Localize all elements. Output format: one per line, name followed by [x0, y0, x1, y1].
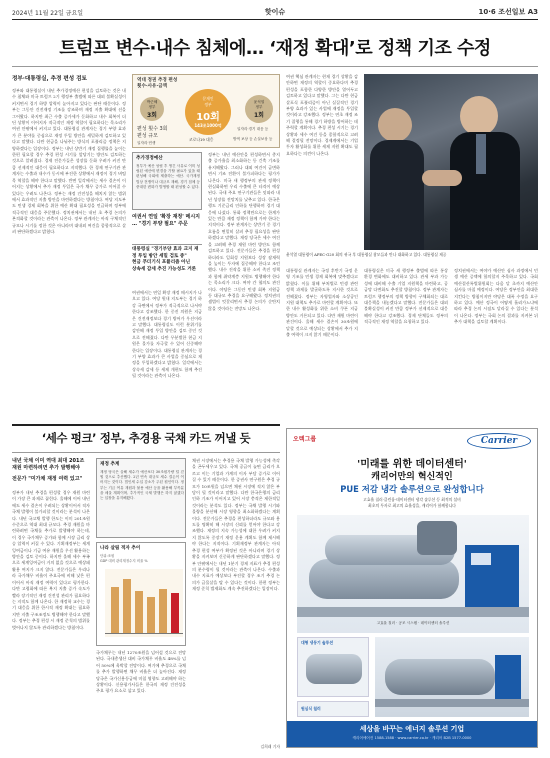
budget-definition-text: 정부가 예산 성립 후 생긴 사유로 이미 성립된 예산에 변경을 가할 필요가 있을 때 편성해 국회에 제출하는 예산. 국가재정법상 전쟁이나 대규모 재해, 경기 침체 등 중대한 변화가 발생할 때 편성할 수 있다. — [136, 164, 200, 189]
left-subhead: 정부·대통령실, 추경 편성 검토 — [12, 76, 87, 82]
byline: 김희래 기자 — [260, 744, 280, 749]
yoon-label: 윤석열 정부 — [253, 99, 265, 109]
right-body-text-2: 대통령실 관계자는 국정 후반기 국정 운영 기조를 민생 경제 회복에 맞추겠다고 밝혔다. 이를 위해 부처별로 민생 관련 정책 과제를 발굴하도록 지시한 것으로 전해졌다. 정부는 자영업자와 소상공인 지원 대책도 추가로 마련할 계획이다. 또한 내수 활성화를 위한 소비 쿠폰 지급 방안도 거론되고 있다. 다만 재원 마련이 관건이다. 올해 세수 결손이 30조원에 달할 것으로 예상되는 상황에서 추가 지출 여력이 크지 않기 때문이다. — [286, 268, 358, 338]
masthead-page: 10·6 조선일보 A3 — [478, 8, 538, 16]
lower-body-text-1: 정부가 내년 추경을 편성할 경우 재원 마련이 가장 큰 과제로 꼽힌다. 올해에 이어 내년에도 세수 결손이 우려되는 상황이어서 적자 국채 발행이 불가피할 것이라는 분석이 나온다. 내년 국고채 발행 한도는 이미 201조원 수준으로 역대 최대 규모다. 추경 재원을 마련하려면 국채를 추가로 발행해야 하는데, 이 경우 국가채무 증가와 함께 시장 금리 상승 압력이 커질 수 있다. 기획재정부는 세계잉여금이나 기금 여유 재원을 우선 활용하는 방안을 검토 중이다. 하지만 올해 세수 부족으로 세계잉여금이 거의 없을 것으로 예상돼 활용 여지가 크지 않다. 전문가들은 우리나라 국가채무 비율이 주요국에 비해 낮은 편이어서 아직 재정 여력이 있다고 평가한다. 다만 고령화에 따른 복지 지출 증가 속도가 빨라 장기적인 재정 건전성 관리가 필요하다는 지적도 함께 나온다. 한 재정학 교수는 경기 대응을 위한 한시적 재정 확대는 필요하지만 지출 구조조정도 병행해야 한다고 말했다. 정부는 추경 편성 시 재정 준칙의 범위를 벗어나지 않도록 관리하겠다는 방침이다. — [12, 490, 90, 630]
mid-body-text-2: 정부는 내년 예산안을 편성하면서 총지출 증가율을 최소화하는 등 긴축 기조를 유지해왔다. 그러나 대외 여건이 급변하면서 기조 전환이 불가피하다는 평가가 나온다. 미국 새 행정부의 관세 정책이 현실화하면 우리 수출에 큰 타격이 예상된다. 국내 주요 연구기관들은 잇따라 내년 성장률 전망치를 낮추고 있다. 한국은행도 기준금리 인하를 단행하며 경기 대응에 나섰다. 통화 정책만으로는 한계가 있는 만큼 재정 정책이 함께 가야 한다는 지적이다. 정부 관계자는 상반기 중 경기 흐름을 면밀히 살펴 추경 필요성을 판단하겠다고 말했다. 재정 당국은 세수 여건을 고려해 추경 재원 마련 방안도 함께 검토하고 있다. 전문가들은 추경을 편성하더라도 일회성 지원보다 성장 잠재력을 높이는 투자에 집중해야 한다고 조언했다. 내수 진작을 위한 소비 촉진 정책과 함께 취약계층 지원도 병행해야 한다는 목소리가 크다. 여야 간 협의도 관건이다. 야당은 그동안 민생 회복 지원금 등 대규모 추경을 요구해왔다. 정치권의 셈법이 엇갈리면서 추경 논의가 순탄치 않을 것이라는 전망도 나온다. — [208, 152, 280, 311]
moon-amount: 143조1000억 — [194, 122, 222, 128]
moon-label: 문재인 정부 — [202, 95, 214, 107]
lower-body-text-2: 국가채무는 내년 1270조원을 넘어설 것으로 전망된다. 국내총생산 대비 국가채무 비율도 48%를 넘어 50%에 육박할 전망이다. 여기에 추경으로 국채를 추가 발행하면 채무 비율은 더 높아진다. 재정 당국은 국가신용등급에 미칠 영향도 고려해야 하는 상황이다. 신용평가사들은 한국의 재정 건전성을 주요 평가 요소로 삼고 있다. — [96, 650, 186, 694]
budget-info-box — [132, 74, 280, 148]
chiller-compressor — [417, 521, 457, 555]
park-count: 3회 — [147, 111, 157, 119]
fiscal-estimate-box — [96, 458, 186, 538]
deficit-chart-plot — [105, 569, 183, 637]
chiller-base — [297, 607, 529, 617]
main-headline: 트럼프 변수·내수 침체에… ‘재정 확대’로 정책 기조 수정 — [59, 38, 491, 59]
budget-definition-title: 추가경정예산 — [136, 156, 163, 161]
lower-body-text-3: 채권 시장에서는 추경용 국채 발행 가능성에 촉각을 곤두세우고 있다. 국채 공급이 늘면 금리가 오르고 이는 기업과 가계의 이자 부담 증가로 이어질 수 있기 때문이다. 한 증권사 연구원은 추경 규모가 10조원을 넘으면 채권 시장에 적지 않은 부담이 될 것이라고 말했다. 다만 한국은행의 금리 인하 기조가 이어지고 있어 시장 충격은 제한적일 것이라는 분석도 있다. 정부는 국채 발행 시기와 물량을 분산해 시장 영향을 최소화하겠다는 계획이다. 전문가들은 추경을 편성하더라도 규모와 용도를 명확히 해 시장의 신뢰를 얻어야 한다고 강조했다. 재정의 지속 가능성에 대한 우려가 커지지 않도록 중장기 재정 운용 계획도 함께 제시해야 한다는 지적이다. 기획재정부 관계자는 아직 추경 편성 여부가 확정된 것은 아니라며 경기 상황을 지켜보며 신중하게 판단하겠다고 말했다. 정부 안팎에서는 내년 1분기 경제 지표가 추경 편성의 분수령이 될 것이라는 관측이 나온다. 수출과 내수 지표가 예상보다 부진할 경우 조기 추경 논의가 급물살을 탈 수 있다는 것이다. 한편 정부는 재정 준칙 법제화도 계속 추진하겠다는 입장이다. — [192, 458, 280, 592]
ad-desc-2: 최초의 투자로 최고의 효율성을, 캐리어가 함께합니다 — [368, 503, 456, 508]
info-caption-4: 방역 보상 등 손실보상 등 — [233, 137, 273, 141]
info-caption-3: 일자리·경기 대응 등 — [237, 127, 269, 131]
photo-tie — [476, 134, 486, 174]
deficit-chart-axis — [105, 633, 183, 634]
lower-top-rule — [12, 424, 280, 426]
yoon-count: 1회 — [254, 111, 264, 119]
product-caption: 고효율 칠러 · 공조 시스템 · 데이터센터 솔루션 — [376, 621, 450, 625]
info-row-size: 편성 규모 — [137, 133, 158, 139]
deficit-bar-6 — [171, 593, 179, 633]
left-body-text: 정부와 대통령실이 내년 추가경정예산 편성을 검토하는 것은 내수 침체와 미국 트럼프 2기 행정부 출범에 따른 대외 불확실성이 커지면서 경기 하방 압력이 높아지고 있다는 판단 때문이다. 정부는 그동안 건전재정 기조를 강조하며 재정 지출 확대에 선을 그어왔다. 하지만 최근 수출 증가세가 둔화하고 내수 회복이 더딘 상황이 이어지자 적극적인 재정 역할이 필요하다는 목소리가 여권 안팎에서 커지고 있다. 대통령실 관계자는 경기 부양 효과가 큰 분야를 중심으로 재정 투입 방안을 세밀하게 검토하고 있다고 말했다. 다만 현금을 나눠주는 방식의 포퓰리즘 정책은 지양하겠다는 입장이다. 정부는 내년 상반기 재정 집행률을 높이는 한편 필요할 경우 추경 편성 시기를 앞당기는 방안도 검토하는 것으로 알려졌다. 경제 전문가들은 성장률 둔화 우려가 커진 만큼 선제적인 대응이 필요하다고 지적했다. 한 경제 연구기관 관계자는 수출과 내수가 동시에 부진한 상황에서 재정이 경기 버팀목 역할을 해야 한다고 말했다. 반면 일각에서는 세수 결손이 이어지는 상황에서 추가 재정 투입은 국가 채무 증가로 이어질 수 있다는 우려도 나온다. 정부는 재정 건전성을 해치지 않는 범위에서 효과적인 지출 방안을 마련하겠다는 방침이다. 여당 지도부도 민생 경제 회복을 위한 예산 확대 필요성을 언급하며 정부에 적극적인 대응을 주문했다. 정치권에서는 내년 초 추경 논의가 본격화할 것이라는 관측이 나온다. 정부 관계자는 아직 구체적인 규모나 시기를 정한 것은 아니라며 대내외 여건을 종합적으로 살펴 판단하겠다고 밝혔다. — [12, 88, 126, 234]
ad-line-3: PUE 저감 냉각 솔루션으로 완성합니다 — [340, 484, 484, 494]
large-chiller-base — [375, 699, 529, 707]
info-note: 코로나19 대응 — [189, 137, 214, 142]
large-chiller-image — [375, 637, 529, 717]
info-row-count: 편성 횟수 3회 — [137, 126, 168, 132]
ad-footer-bar — [287, 721, 537, 747]
small-product-label-2: 원심식 칠러 — [301, 706, 321, 711]
fiscal-estimate-title: 재정 추계 — [100, 462, 120, 467]
top-rule — [12, 19, 538, 20]
deficit-bar-5 — [159, 589, 167, 633]
chiller-tank-1 — [309, 559, 459, 599]
small-product-card-2 — [297, 701, 369, 717]
large-chiller-panel — [495, 655, 521, 699]
mid-subhead-2: 대통령실 "경기부양 효과 크지 재정 투입 방안 세밀 검토 중" 현금 푸더기식 포퓰리즘 아닌 상속세 감세 추진 가능성도 거론 — [132, 247, 199, 272]
photo-handshake — [422, 170, 462, 186]
ad-brand: 오텍그룹 — [293, 436, 317, 443]
deficit-bar-3 — [135, 591, 143, 633]
yoon-circle — [245, 95, 273, 123]
control-panel-screen — [471, 553, 491, 565]
small-product-image-1 — [306, 654, 362, 684]
small-product-card-1 — [297, 637, 369, 697]
ad-line-2: 캐리어만의 혁신적인 — [371, 472, 453, 482]
masthead-section: 핫이슈 — [264, 8, 286, 16]
info-caption-1: 일자리·민생 — [137, 141, 156, 145]
carrier-logo — [467, 433, 531, 449]
ad-desc-1: 고효율 칠러·클린룸·데이터센터 냉각 솔루션 등 최적의 설비 — [363, 497, 461, 502]
carrier-advertisement[interactable] — [286, 428, 538, 748]
headline-rule — [12, 66, 538, 67]
chiller-illustration — [297, 515, 529, 633]
lower-subhead-2: 전문가 "미가채 재정 여력 있고" — [12, 476, 83, 482]
moon-count: 10회 — [196, 111, 220, 123]
right-body-text-3: 대통령실은 미국 새 행정부 출범에 따른 통상 환경 변화에도 대비하고 있다. 관세 부과 가능성에 대비해 수출 기업 지원책을 마련하고, 공급망 다변화도 추진할 방침이다. 정부 관계자는 트럼프 행정부의 정책 방향이 구체화되는 대로 대응책을 내놓겠다고 말했다. 전문가들은 대외 불확실성이 커진 만큼 정부가 선제적으로 대응해야 한다고 강조했다. 경제 단체들도 정부의 적극적인 재정 역할을 요청하고 있다. — [364, 268, 448, 325]
deficit-chart-box — [96, 542, 186, 646]
deficit-chart-unit: 단위:조원 — [100, 554, 115, 558]
deficit-chart-title: 나라 살림 적자 추이 — [100, 546, 141, 551]
president-photo — [364, 74, 538, 250]
deficit-bar-4 — [147, 597, 155, 633]
small-product-label-1: 대형 냉동기 솔루션 — [301, 640, 333, 645]
lower-headline: ‘세수 펑크’ 정부, 추경용 국채 카드 꺼낼 듯 — [41, 431, 251, 445]
info-box-title: 역대 정권 추경 편성 횟수·사유·금액 — [137, 78, 178, 89]
photo-caption: 윤석열 대통령이 APEC·G20 회의 귀국 후 대통령실 참모들과 만나 대화하고 있다. 대통령실 제공 — [286, 252, 447, 257]
masthead — [12, 6, 538, 18]
ad-bottom-sub: 캐리어에어컨 1588-1588 · www.carrier.co.kr · 캐리어 B2B 1577-0000 — [352, 736, 472, 740]
moon-circle — [185, 89, 231, 135]
deficit-chart-note: GDP 대비 관리재정수지 비율 % — [100, 559, 148, 563]
park-circle — [140, 97, 164, 121]
mid-subhead-1: 여권서 연일 '확장 재정' 메시지 … "경기 부양 필요" 주문 — [132, 214, 200, 227]
lower-subhead-1: 내년 국채 이미 역대 최대 201조 재원 마련하려면 추가 발행해야 — [12, 458, 85, 471]
carrier-logo-text: Carrier — [480, 436, 518, 446]
ad-line-1: '미래를 위한 데이터센터' — [357, 459, 467, 470]
masthead-date: 2024년 11월 22일 금요일 — [12, 10, 84, 17]
fiscal-estimate-text: 재정 당국은 올해 세수가 예산보다 30조원가량 덜 걷힐 것으로 추산했다. 2년 연속 대규모 세수 결손이 이어지는 것이다. 법인세 수입 감소가 주된 원인이다. 정부는 기금 여유 재원과 불용 예산 등을 활용해 부족분을 메울 계획이며, 추가적인 국채 발행은 하지 않겠다는 입장을 유지해왔다. — [100, 470, 184, 501]
mid-rule — [132, 244, 202, 245]
right-body-text-4: 정치권에서는 여야가 예산안 심사 과정에서 민생 예산 증액에 합의할지 주목하고 있다. 국회 예산결산특별위원회는 다음 달 초까지 예산안 심사를 마칠 예정이다. 여당은 정부안을 최대한 지킨다는 방침이지만 야당은 대폭 수정을 요구하고 있다. 예산 정국이 어떻게 흘러가느냐에 따라 추경 논의 시점도 달라질 수 있다는 분석이 나온다. 정부는 국회 논의 결과를 지켜본 뒤 추가 대책을 검토할 계획이다. — [454, 268, 538, 325]
photo-person-left — [378, 108, 412, 142]
deficit-bar-1 — [111, 587, 119, 633]
large-chiller-tank — [385, 659, 495, 695]
deficit-bar-2 — [123, 579, 131, 633]
mid-body-text-1: 여권에서는 연일 확장 재정 메시지가 나오고 있다. 여당 원내 지도부는 경기 하강 국면에서 정부가 적극적으로 나서야 한다고 강조했다. 한 중진 의원은 지금은 건전재정보다 경기 방어가 우선이라고 말했다. 대통령실도 이런 분위기를 감안해 재정 투입 방안을 검토 중인 것으로 전해졌다. 다만 무분별한 현금 지원은 물가를 자극할 수 있어 신중해야 한다는 입장이다. 대통령실 관계자는 경기 부양 효과가 큰 사업을 중심으로 재정을 투입하겠다고 밝혔다. 일각에서는 상속세 감세 등 세제 개편도 함께 추진될 것이라는 관측이 나온다. — [132, 290, 202, 379]
right-body-text-1: 여권 핵심 관계자는 현재 경기 상황을 감안하면 재정의 역할이 중요하다며 추경 편성을 포함한 다양한 방안을 열어두고 검토하고 있다고 말했다. 그는 다만 현금 살포식 포퓰리즘이 아닌 실질적인 경기 부양 효과가 있는 사업에 재정을 투입할 것이라고 강조했다. 정부는 연초 재정 조기 집행을 통해 경기 하방을 방어하는 데 주력할 계획이다. 추경 편성 시기는 경기 상황과 세수 여건 등을 종합적으로 고려해 결정될 전망이다. 경제계에서는 기업 투자 활성화를 위한 세제 지원 확대도 필요하다는 의견이 나온다. — [286, 74, 358, 156]
photo-person-right — [460, 96, 498, 136]
photo-suit-left — [370, 140, 424, 250]
chiller-control-panel — [465, 545, 519, 607]
lower-headline-rule — [12, 452, 280, 453]
ad-bottom-line: 세상을 바꾸는 에너지 솔루션 기업 — [359, 725, 465, 733]
budget-definition-box — [132, 152, 202, 210]
park-label: 박근혜 정부 — [146, 99, 158, 109]
